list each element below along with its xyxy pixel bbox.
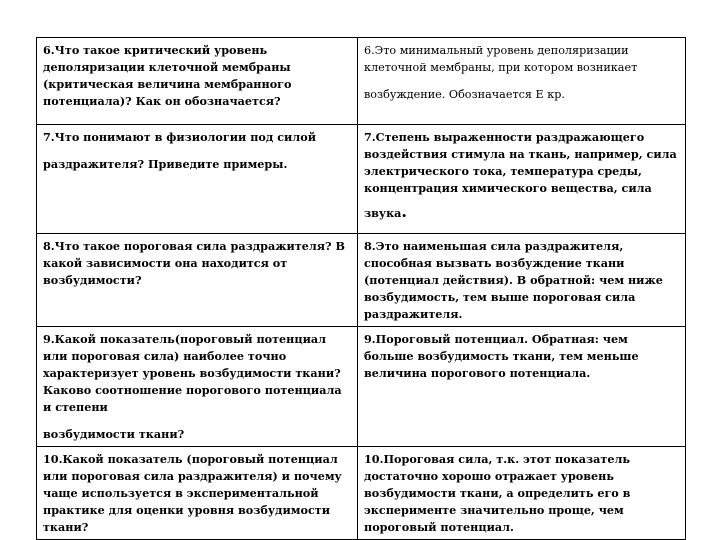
question-cell: [37, 234, 358, 327]
question-text: 10.Какой показатель (пороговый потенциал или пороговая сила раздражителя) и почему чаще используется в экспериментальной практике для оценки уровня возбудимости ткани?: [43, 452, 342, 534]
question-text: 7.Что понимают в физиологии под силой: [43, 130, 316, 144]
answer-text-continued: возбуждение. Обозначается Е кр.: [364, 88, 565, 101]
question-text: 9.Какой показатель(пороговый потенциал или пороговая сила) наиболее точно характеризует уровень возбудимости ткани? Каково соотношение порогового потенциала и степени: [43, 332, 342, 414]
answer-text: 6.Это минимальный уровень деполяризации клеточной мембраны, при котором возникает: [364, 44, 638, 74]
answer-text: 10.Пороговая сила, т.к. этот показатель достаточно хорошо отражает уровень возбудимости ткани, а определить его в эксперименте значительно проще, чем пороговый потенциал.: [364, 452, 631, 534]
answer-text: 8.Это наименьшая сила раздражителя, способная вызвать возбуждение ткани (потенциал действия). В обратной: чем ниже возбудимость, тем выше пороговая сила раздражителя.: [364, 239, 663, 321]
question-cell: [37, 447, 358, 540]
table-row: [37, 38, 686, 125]
table-row: [37, 234, 686, 327]
answer-text: 7.Степень выраженности раздражающего воздействия стимула на ткань, например, сила электрического тока, температура среды, концентрация химического вещества, сила: [364, 130, 677, 195]
answer-cell: [358, 38, 686, 125]
answer-text-continued: звука.: [364, 202, 407, 221]
question-text: 6.Что такое критический уровень деполяризации клеточной мембраны (критическая величина мембранного потенциала)? Как он обозначается?: [43, 43, 292, 108]
question-cell: [37, 125, 358, 234]
qa-table: [36, 37, 686, 540]
table-row: [37, 125, 686, 234]
question-cell: [37, 38, 358, 125]
answer-cell: [358, 327, 686, 447]
answer-cell: [358, 234, 686, 327]
answer-cell: [358, 125, 686, 234]
question-text-continued: раздражителя? Приведите примеры.: [43, 157, 288, 171]
question-text-continued: возбудимости ткани?: [43, 427, 185, 441]
table-row: [37, 447, 686, 540]
answer-cell: [358, 447, 686, 540]
answer-text: 9.Пороговый потенциал. Обратная: чем больше возбудимость ткани, тем меньше величина порогового потенциала.: [364, 332, 639, 380]
table-row: [37, 327, 686, 447]
question-text: 8.Что такое пороговая сила раздражителя? В какой зависимости она находится от возбудимости?: [43, 239, 345, 287]
question-cell: [37, 327, 358, 447]
